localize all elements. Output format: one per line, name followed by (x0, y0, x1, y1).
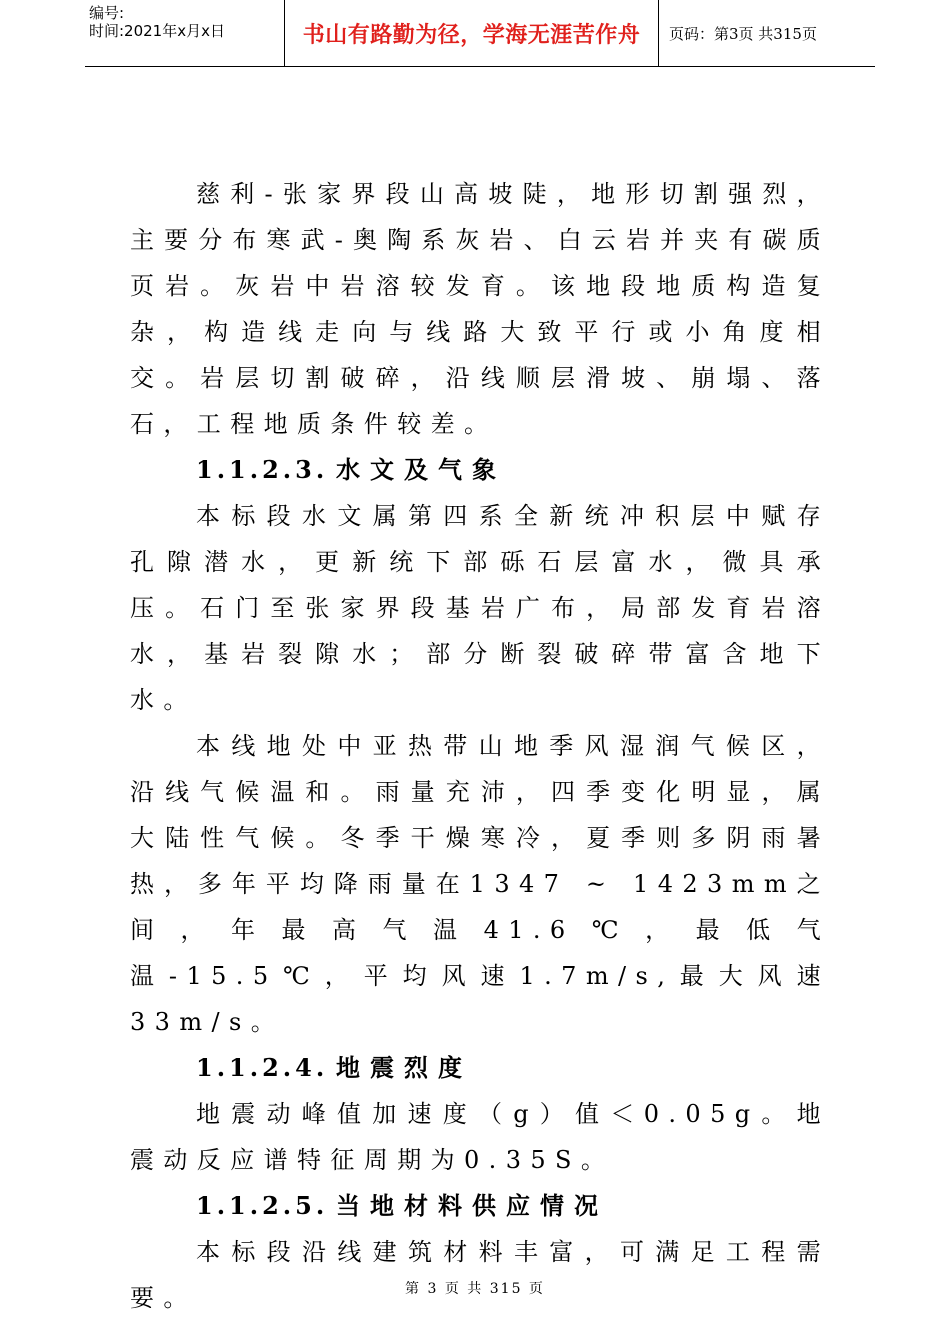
page-header (85, 0, 875, 67)
section-heading-materials (130, 1183, 830, 1229)
paragraph-geology: 慈利-张家界段山高坡陡，地形切割强烈，主要分布寒武-奥陶系灰岩、白云岩并夹有碳质页岩。灰岩中岩溶较发育。该地段地质构造复杂，构造线走向与线路大致平行或小角度相交。岩层切割破碎，沿线顺层滑坡、崩塌、落石，工程地质条件较差。 (130, 180, 830, 438)
paragraph-climate: 本线地处中亚热带山地季风湿润气候区，沿线气候温和。雨量充沛，四季变化明显，属大陆性气候。冬季干燥寒冷，夏季则多阴雨暑热，多年平均降雨量在1347 ~ 1423mm之间，年最高气温41.6℃，最低气温-15.5℃，平均风速1.7m/s,最大风速33m/s。 (130, 732, 830, 1036)
page-footer: 第 3 页 共 315 页 (405, 1281, 545, 1297)
paragraph-materials: 本标段沿线建筑材料丰富，可满足工程需要。 (130, 1238, 830, 1312)
section-heading-hydrology (130, 447, 830, 493)
header-motto: 书山有路勤为径，学海无涯苦作舟 (285, 0, 659, 67)
document-body (130, 171, 830, 1321)
section-number: 1.1.2.4. (196, 1053, 329, 1082)
section-title: 地震烈度 (336, 1053, 472, 1082)
section-title: 水文及气象 (336, 455, 506, 484)
time-label: 时间:2021年x月x日 (89, 22, 225, 40)
section-number: 1.1.2.3. (196, 455, 329, 484)
section-heading-seismic (130, 1045, 830, 1091)
paragraph-hydrology: 本标段水文属第四系全新统冲积层中赋存孔隙潜水，更新统下部砾石层富水，微具承压。石门至张家界段基岩广布，局部发育岩溶水，基岩裂隙水；部分断裂破碎带富含地下水。 (130, 502, 830, 714)
header-meta (85, 0, 285, 67)
section-number: 1.1.2.5. (196, 1191, 329, 1220)
paragraph-seismic: 地震动峰值加速度（g）值＜0.05g。地震动反应谱特征周期为0.35S。 (130, 1100, 830, 1174)
section-title: 当地材料供应情况 (336, 1191, 608, 1220)
number-label: 编号: (89, 4, 125, 22)
header-page-info: 页码：第3页 共315页 (669, 25, 817, 43)
